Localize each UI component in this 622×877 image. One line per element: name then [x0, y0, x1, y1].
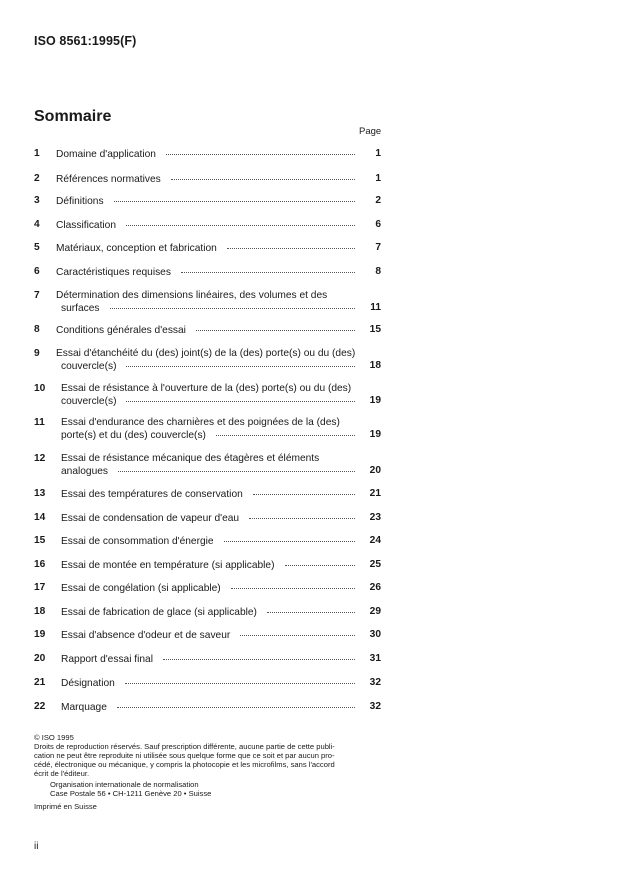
toc-entry-title: Essai de fabrication de glace (si applicable) [61, 607, 257, 618]
toc-entry [34, 348, 381, 372]
toc-entry-line [61, 512, 359, 525]
toc-entry-line [56, 324, 359, 337]
toc-entry-title: couvercle(s) [61, 396, 117, 407]
document-code: ISO 8561:1995(F) [34, 34, 137, 48]
toc-entry-page: 1 [375, 148, 381, 159]
toc-entry-line [61, 535, 359, 548]
toc-entry [34, 383, 381, 407]
dot-leader [126, 217, 355, 226]
toc-entry-number: 11 [34, 417, 45, 428]
toc-entry-title: Caractéristiques requises [56, 267, 171, 278]
toc-entry-line [56, 242, 359, 255]
toc-entry-line [61, 488, 359, 501]
dot-leader [117, 699, 355, 708]
dot-leader [126, 393, 355, 402]
copyright-line: © ISO 1995 [34, 733, 74, 742]
toc-entry-line [61, 701, 359, 714]
toc-entry-title: Essai de résistance à l'ouverture de la (des) porte(s) ou du (des) [61, 383, 352, 394]
toc-entry-number: 1 [34, 148, 40, 159]
toc-entry-page: 2 [375, 195, 381, 206]
toc-entry [34, 266, 381, 278]
dot-leader [267, 604, 355, 613]
toc-entry-page: 7 [375, 242, 381, 253]
toc-entry-number: 12 [34, 453, 46, 464]
toc-entry-title: Classification [56, 220, 117, 231]
toc-entry-title: Désignation [61, 678, 115, 689]
toc-entry-line [56, 148, 359, 161]
toc-entry [34, 559, 381, 571]
toc-entry-title: Essai d'étanchéité du (des) joint(s) de la (des) porte(s) ou du (des) [56, 348, 356, 359]
toc-entry-line [61, 629, 359, 642]
dot-leader [240, 627, 355, 636]
toc-entry-page: 15 [369, 324, 381, 335]
dot-leader [110, 300, 355, 309]
page-number: ii [34, 841, 39, 852]
dot-leader [125, 675, 355, 684]
toc-entry-title: Essai des températures de conservation [61, 489, 243, 500]
toc-entry-title: Essai de montée en température (si applicable) [61, 560, 275, 571]
toc-entry-title: Essai de condensation de vapeur d'eau [61, 513, 240, 524]
dot-leader [249, 510, 355, 519]
toc-entry-page: 32 [369, 677, 381, 688]
toc-entry [34, 290, 381, 314]
toc-entry [34, 453, 381, 477]
toc-entry [34, 242, 381, 254]
toc-entry-title: Essai d'absence d'odeur et de saveur [61, 630, 231, 641]
toc-entry-line [61, 582, 359, 595]
toc-entry-line [56, 219, 359, 232]
toc-entry [34, 324, 381, 336]
dot-leader [163, 651, 355, 660]
toc-entry-title: Matériaux, conception et fabrication [56, 243, 217, 254]
toc-entry-line [61, 429, 359, 442]
rights-line: cation ne peut être reproduite ni utilisée sous quelque forme que ce soit et par aucun pro- [34, 751, 335, 760]
toc-entry-page: 26 [369, 582, 381, 593]
toc-entry-title: Détermination des dimensions linéaires, des volumes et des [56, 290, 328, 301]
dot-leader [118, 463, 355, 472]
toc-entry-title: Rapport d'essai final [61, 654, 153, 665]
toc-entry [34, 653, 381, 665]
toc-entry-title: Références normatives [56, 174, 161, 185]
toc-entry-line [61, 677, 359, 690]
toc-entry-line [61, 559, 359, 572]
toc-entry [34, 629, 381, 641]
toc-entry-number: 9 [34, 348, 40, 359]
toc-entry-page: 8 [375, 266, 381, 277]
toc-entry-line [61, 302, 359, 315]
toc-entry-title: surfaces [61, 303, 100, 314]
rights-line: cédé, électronique ou mécanique, y compris la photocopie et les microfilms, sans l'accord [34, 760, 335, 769]
dot-leader [181, 264, 355, 273]
toc-entry-title: Essai de résistance mécanique des étagères et éléments [61, 453, 320, 464]
toc-entry-line [56, 266, 359, 279]
toc-entry-page: 29 [369, 606, 381, 617]
toc-entry-number: 22 [34, 701, 46, 712]
toc-entry-number: 3 [34, 195, 40, 206]
toc-entry-number: 5 [34, 242, 40, 253]
organization-name: Organisation internationale de normalisation [50, 780, 199, 789]
toc-entry [34, 417, 381, 441]
toc-entry [34, 488, 381, 500]
toc-entry-number: 13 [34, 488, 46, 499]
dot-leader [231, 580, 355, 589]
toc-entry-title: porte(s) et du (des) couvercle(s) [61, 430, 206, 441]
toc-entry-number: 8 [34, 324, 40, 335]
dot-leader [196, 322, 355, 331]
toc-entry-title: Marquage [61, 702, 107, 713]
toc-entry [34, 701, 381, 713]
toc-entry-page: 25 [369, 559, 381, 570]
toc-entry [34, 219, 381, 231]
toc-entry-page: 20 [369, 465, 381, 476]
copyright-notice [34, 733, 384, 811]
toc-entry-page: 30 [369, 629, 381, 640]
page-title: Sommaire [34, 108, 112, 125]
toc-entry-line [61, 360, 359, 373]
page-column-label: Page [359, 126, 382, 137]
toc-entry-line [56, 173, 359, 186]
toc-entry-number: 21 [34, 677, 46, 688]
toc-entry-line [61, 606, 359, 619]
toc-entry-page: 6 [375, 219, 381, 230]
toc-entry-number: 2 [34, 173, 40, 184]
toc-entry-page: 23 [369, 512, 381, 523]
toc-entry-title: Domaine d'application [56, 149, 156, 160]
toc-entry-number: 7 [34, 290, 40, 301]
printed-in: Imprimé en Suisse [34, 802, 97, 811]
toc-entry [34, 512, 381, 524]
toc-entry [34, 582, 381, 594]
toc-entry-number: 19 [34, 629, 46, 640]
toc-entry-line [56, 195, 359, 208]
dot-leader [166, 146, 355, 155]
dot-leader [171, 171, 355, 180]
toc-entry-title: Essai de congélation (si applicable) [61, 583, 221, 594]
toc-entry-title: Essai de consommation d'énergie [61, 536, 214, 547]
toc-entry-number: 17 [34, 582, 46, 593]
toc-entry-line [61, 653, 359, 666]
toc-entry-page: 19 [369, 395, 381, 406]
organization-address: Case Postale 56 • CH-1211 Genève 20 • Suisse [50, 789, 212, 798]
toc-entry-page: 21 [369, 488, 381, 499]
toc-entry-page: 18 [369, 360, 381, 371]
toc-entry-title: analogues [61, 466, 109, 477]
toc-entry-number: 15 [34, 535, 46, 546]
toc-entry-page: 31 [369, 653, 381, 664]
dot-leader [253, 486, 355, 495]
toc-entry-number: 20 [34, 653, 46, 664]
toc-entry-title: couvercle(s) [61, 361, 117, 372]
dot-leader [285, 557, 356, 566]
toc-entry-number: 18 [34, 606, 46, 617]
rights-line: Droits de reproduction réservés. Sauf prescription différente, aucune partie de cette publi- [34, 742, 335, 751]
toc-entry-line [61, 465, 359, 478]
toc-entry-title: Définitions [56, 196, 104, 207]
dot-leader [216, 427, 355, 436]
toc-entry-page: 1 [375, 173, 381, 184]
dot-leader [114, 193, 355, 202]
toc-entry [34, 677, 381, 689]
rights-line: écrit de l'éditeur. [34, 769, 90, 778]
dot-leader [126, 358, 355, 367]
dot-leader [227, 240, 355, 249]
toc-entry [34, 195, 381, 207]
toc-entry-number: 10 [34, 383, 46, 394]
toc-entry-title: Conditions générales d'essai [56, 325, 186, 336]
toc-entry [34, 148, 381, 160]
toc-entry-line [61, 395, 359, 408]
toc-entry-number: 4 [34, 219, 40, 230]
dot-leader [224, 533, 355, 542]
toc-entry-page: 24 [369, 535, 381, 546]
toc-entry [34, 606, 381, 618]
toc-entry [34, 535, 381, 547]
toc-entry-number: 6 [34, 266, 40, 277]
toc-entry-title: Essai d'endurance des charnières et des poignées de la (des) [61, 417, 340, 428]
toc-entry-number: 16 [34, 559, 46, 570]
toc-entry-page: 19 [369, 429, 381, 440]
toc-entry-page: 11 [370, 302, 381, 313]
toc-entry [34, 173, 381, 185]
toc-entry-number: 14 [34, 512, 46, 523]
toc-entry-page: 32 [369, 701, 381, 712]
